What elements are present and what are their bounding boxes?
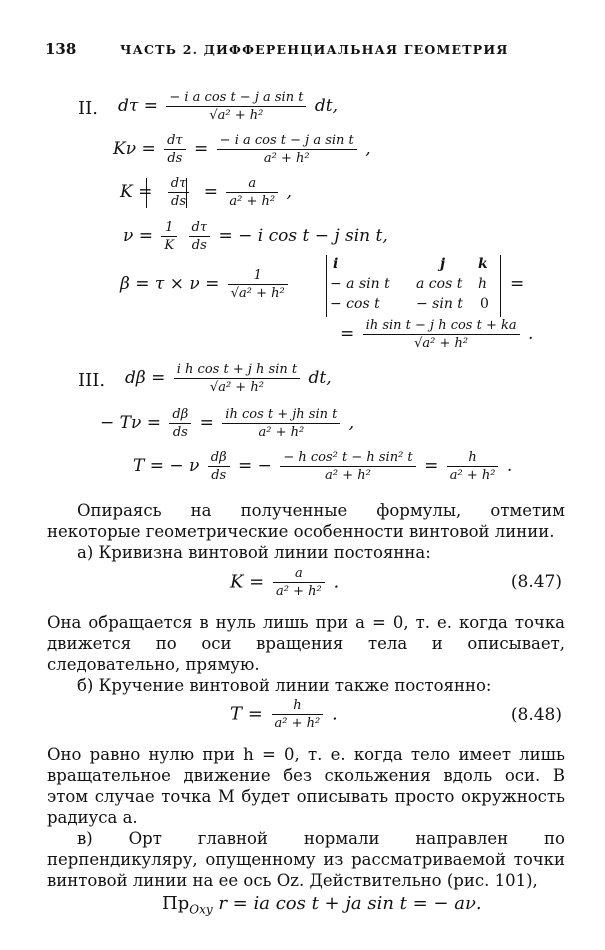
book-page: 138 ЧАСТЬ 2. ДИФФЕРЕНЦИАЛЬНАЯ ГЕОМЕТРИЯ II. dτ = $\frac{\text{− i a cos t − j a sin t}}{\text{√a² + h²}}$ dt, Kν = $\frac{d\tau}{ds}$ = $\frac{\text{− i a cos t − j a sin t}}{\text{a² + h²}}$ , K = $\frac{d\tau}{ds}$ = $\frac{a}{\text{a² + h²}}$ , ν = $\frac{1}{K}$ $\frac{d\tau}{ds}$ = − i cos t − j sin t, β = τ × ν = $\frac{1}{\text{√a² + h²}}$ i j k − a sin t a cos t h − cos t − sin t 0 = = $\frac{\text{ih sin t − j h cos t + ka}}{\text{√a² + h²}}$ . III. dβ = $\frac{\text{i h cos t + j h sin t}}{\text{√a² + h²}}$ dt, − Tν = $\frac{d\beta}{ds}$ = $\frac{\text{ih cos t + jh sin t}}{\text{a² + h²}}$ , T = − ν $\frac{d\beta}{ds}$ = − $\frac{\text{− h cos² t − h sin² t}}{\text{a² + h²}}$ = $\frac{h}{\text{a² + h²}}$ . Опираясь на полученные формулы, отметим некоторые геометрические особенности винтовой линии. а) Кривизна винтовой линии постоянна: K = $\frac{a}{\text{a² + h²}}$ . (8.47) Она обращается в нуль лишь при a = 0, т. е. когда точка движется по оси вращения тела и описывает, следовательно, прямую. б) Кручение винтовой линии также постоянно: T = $\frac{h}{\text{a² + h²}}$ . (8.48) Оно равно нулю при h = 0, т. е. когда тело имеет лишь вращательное движение без скольжения вдоль оси. В этом случае точка M будет описывать просто окружность радиуса a. в) Орт главной нормали направлен по перпендикуляру, опущенному из рассматриваемой точки винтовой линии на ее ось Oz. Действительно (рис. 101), $Пр_{Oxy}$ r = ia cos t + ja sin t = − aν.	[0, 0, 605, 950]
eq-ii-5: β = τ × ν = $\frac{1}{\text{√a² + h²}}$	[120, 268, 291, 301]
eq-ii-3: K = $\frac{d\tau}{ds}$ = $\frac{a}{\text{a² + h²}}$ ,	[120, 176, 292, 209]
paragraph-6: в) Орт главной нормали направлен по перпендикуляру, опущенному из рассматриваемой точки винтовой линии на ее ось Oz. Действительно (рис. 101),	[47, 829, 565, 890]
eq-iii-2: − Tν = $\frac{d\beta}{ds}$ = $\frac{\text{ih cos t + jh sin t}}{\text{a² + h²}}$ ,	[100, 407, 355, 440]
eq-8-47: K = $\frac{a}{\text{a² + h²}}$ .	[230, 566, 340, 599]
section-label-ii: II.	[78, 98, 98, 119]
eq-ii-6: = $\frac{\text{ih sin t − j h cos t + ka}}{\text{√a² + h²}}$ .	[340, 318, 534, 351]
eq-number-8-48: (8.48)	[510, 705, 562, 725]
eq-8-48: T = $\frac{h}{\text{a² + h²}}$ .	[230, 698, 338, 731]
paragraph-2: а) Кривизна винтовой линии постоянна:	[77, 543, 431, 562]
eq-iii-3: T = − ν $\frac{d\beta}{ds}$ = − $\frac{\text{− h cos² t − h sin² t}}{\text{a² + h²}}$ = $\frac{h}{\text{a² + h²}}$ .	[133, 450, 513, 483]
eq-ii-2: Kν = $\frac{d\tau}{ds}$ = $\frac{\text{− i a cos t − j a sin t}}{\text{a² + h²}}$ ,	[113, 133, 371, 166]
eq-number-8-47: (8.47)	[510, 572, 562, 592]
paragraph-1: Опираясь на полученные формулы, отметим некоторые геометрические особенности винтовой линии.	[47, 501, 565, 541]
paragraph-3: Она обращается в нуль лишь при a = 0, т. е. когда точка движется по оси вращения тела и описывает, следовательно, прямую.	[47, 613, 565, 674]
eq-ii-4: ν = $\frac{1}{K}$ $\frac{d\tau}{ds}$ = − i cos t − j sin t,	[123, 220, 388, 253]
section-label-iii: III.	[78, 370, 106, 391]
running-title: ЧАСТЬ 2. ДИФФЕРЕНЦИАЛЬНАЯ ГЕОМЕТРИЯ	[120, 42, 509, 57]
paragraph-4: б) Кручение винтовой линии также постоянно:	[77, 676, 492, 695]
eq-iii-1: dβ = $\frac{\text{i h cos t + j h sin t}}{\text{√a² + h²}}$ dt,	[125, 362, 332, 395]
eq-ii-1: dτ = $\frac{\text{− i a cos t − j a sin t}}{\text{√a² + h²}}$ dt,	[118, 90, 338, 123]
eq-projection: $Пр_{Oxy}$ r = ia cos t + ja sin t = − aν.	[162, 893, 482, 917]
page-number: 138	[45, 40, 77, 58]
page-header	[0, 40, 605, 62]
paragraph-5: Оно равно нулю при h = 0, т. е. когда тело имеет лишь вращательное движение без скольжения вдоль оси. В этом случае точка M будет описывать просто окружность радиуса a.	[47, 745, 565, 827]
